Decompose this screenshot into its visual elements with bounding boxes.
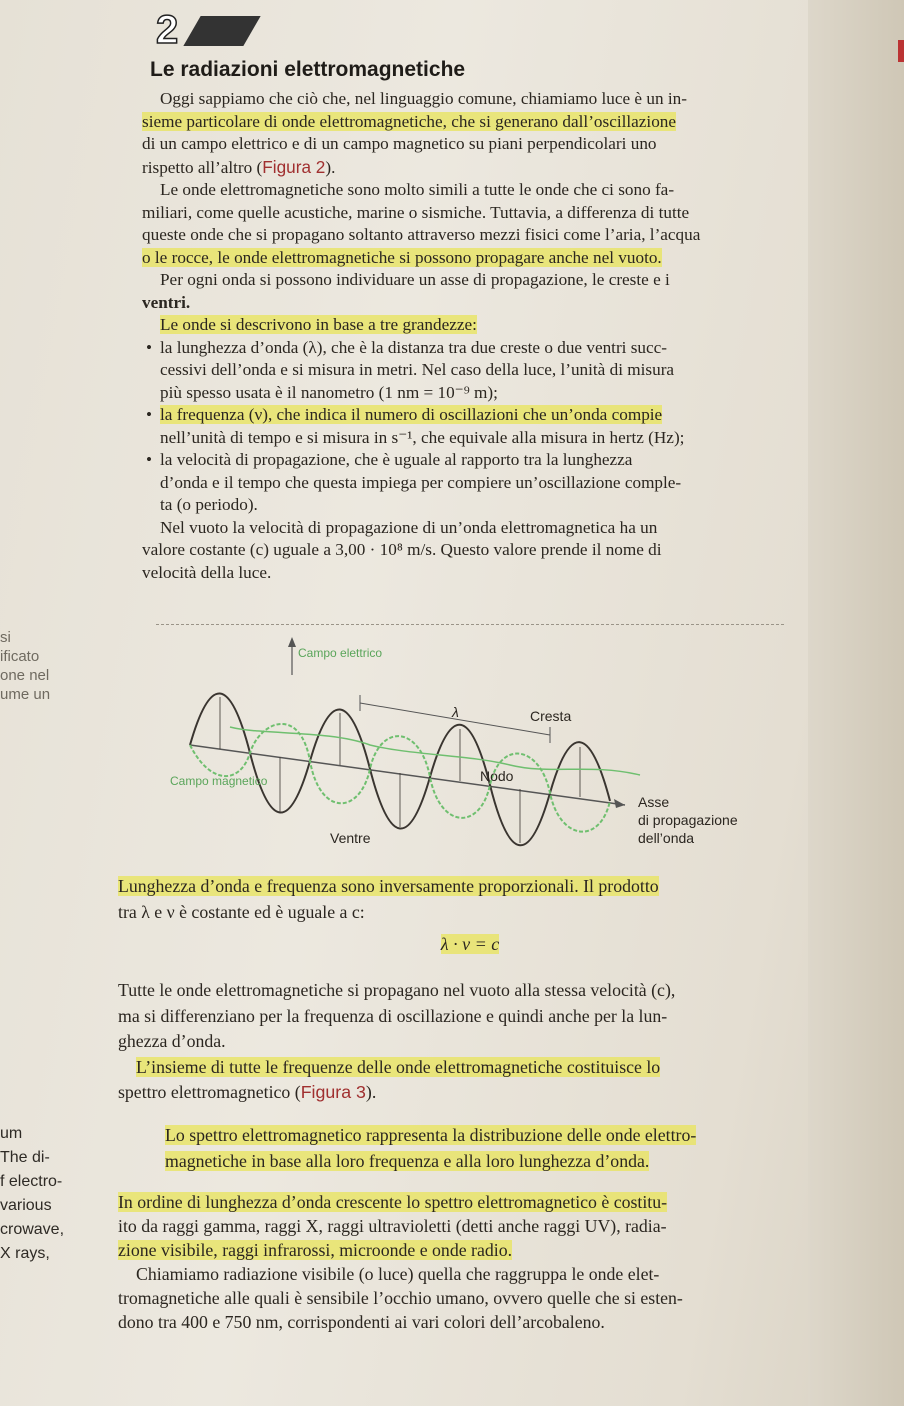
text-line: d’onda e il tempo che questa impiega per compiere un’oscillazione comple- bbox=[160, 472, 682, 492]
text-line: magnetiche in base alla loro frequenza e alla loro lunghezza d’onda. bbox=[165, 1151, 650, 1171]
label-electric-field: Campo elettrico bbox=[298, 646, 383, 660]
chapter-number: 2 bbox=[156, 8, 179, 52]
relation-text bbox=[118, 874, 788, 925]
paragraph-7 bbox=[118, 978, 788, 1055]
text-line: valore costante (c) uguale a 3,00 · 10⁸ m/s. Questo valore prende il nome di bbox=[142, 540, 662, 559]
figure-2-ref[interactable]: Figura 2 bbox=[262, 156, 326, 177]
margin-line: ificato bbox=[0, 648, 40, 665]
text-line: Nel vuoto la velocità di propagazione di un’onda elettromagnetica ha un bbox=[160, 517, 658, 537]
text-line: miliari, come quelle acustiche, marine o sismiche. Tuttavia, a differenza di tutte bbox=[142, 202, 690, 222]
text-line: ma si differenziano per la frequenza di oscillazione e quindi anche per la lun- bbox=[118, 1005, 668, 1026]
paragraph-10 bbox=[118, 1262, 788, 1334]
text-line: Per ogni onda si possono individuare un asse di propagazione, le creste e i bbox=[160, 270, 670, 289]
text-line: zione visibile, raggi infrarossi, microonde e onde radio. bbox=[118, 1240, 513, 1260]
definition-spectrum bbox=[165, 1122, 815, 1174]
margin-line: ume un bbox=[0, 686, 51, 703]
text-line: dono tra 400 e 750 nm, corrispondenti ai vari colori dell’arcobaleno. bbox=[118, 1312, 605, 1332]
spectrum-order-text bbox=[118, 1190, 788, 1334]
text-line: Tutte le onde elettromagnetiche si propagano nel vuoto alla stessa velocità (c), bbox=[118, 980, 676, 1000]
text-line: Le onde si descrivono in base a tre grandezze: bbox=[160, 315, 477, 334]
label-lambda: λ bbox=[452, 704, 459, 720]
text-line: Lunghezza d’onda e frequenza sono inversamente proporzionali. Il prodotto bbox=[118, 876, 659, 896]
magnetic-wave-envelope bbox=[230, 727, 640, 775]
text-line: la frequenza (ν), che indica il numero di oscillazioni che un’onda compie bbox=[160, 405, 663, 424]
text-line: o le rocce, le onde elettromagnetiche si possono propagare anche nel vuoto. bbox=[142, 247, 662, 267]
text-line: ventri. bbox=[142, 292, 191, 312]
formula bbox=[400, 934, 540, 955]
paragraph-9 bbox=[118, 1190, 788, 1262]
text-line: la velocità di propagazione, che è uguale al rapporto tra la lunghezza bbox=[160, 450, 633, 469]
text-line: sieme particolare di onde elettromagnetiche, che si generano dall’oscillazione bbox=[142, 111, 677, 131]
spectrum-text bbox=[118, 978, 788, 1106]
em-wave-figure bbox=[170, 635, 790, 850]
paragraph-4 bbox=[142, 314, 782, 337]
page-tab-marker bbox=[898, 40, 904, 62]
paragraph-1 bbox=[142, 88, 782, 179]
text-line: ghezza d’onda. bbox=[118, 1031, 226, 1051]
label-crest: Cresta bbox=[530, 708, 572, 724]
margin-line: one nel bbox=[0, 667, 50, 684]
text-line: tra λ e ν è costante ed è uguale a c: bbox=[118, 901, 365, 922]
label-axis-3: dell’onda bbox=[638, 830, 695, 846]
label-axis-1: Asse bbox=[638, 794, 670, 810]
text-line: L’insieme di tutte le frequenze delle onde elettromagnetiche costituisce lo bbox=[136, 1056, 661, 1077]
arrowhead bbox=[288, 637, 296, 647]
list-item bbox=[160, 404, 782, 449]
margin-line: um bbox=[0, 1125, 23, 1142]
section-divider bbox=[156, 624, 784, 625]
list-item bbox=[160, 449, 782, 517]
text-line: queste onde che si propagano soltanto attraverso mezzi fisici come l’aria, l’acqua bbox=[142, 225, 701, 244]
margin-line: f electro- bbox=[0, 1173, 63, 1190]
text-line: velocità della luce. bbox=[142, 562, 272, 582]
text-line: spettro elettromagnetico ( bbox=[118, 1082, 301, 1102]
label-magnetic-field: Campo magnetico bbox=[170, 774, 268, 788]
page-edge bbox=[808, 0, 904, 1406]
margin-line: The di- bbox=[0, 1149, 50, 1166]
electric-wave-hatch bbox=[220, 697, 580, 843]
quantities-list bbox=[142, 337, 782, 517]
intro-text bbox=[142, 88, 782, 584]
margin-line: X rays, bbox=[0, 1245, 50, 1262]
label-node: Nodo bbox=[480, 768, 514, 784]
definition-text bbox=[165, 1122, 815, 1174]
axis-arrowhead bbox=[614, 799, 625, 808]
text-line: rispetto all’altro ( bbox=[142, 157, 263, 177]
text-line: ). bbox=[365, 1082, 377, 1102]
list-item bbox=[160, 337, 782, 405]
text-line: più spesso usata è il nanometro (1 nm = 10⁻⁹ m); bbox=[160, 382, 498, 402]
text-line: Oggi sappiamo che ciò che, nel linguaggio comune, chiamiamo luce è un in- bbox=[160, 89, 687, 108]
text-line: cessivi dell’onda e si misura in metri. Nel caso della luce, l’unità di misura bbox=[160, 360, 675, 379]
text-line: ta (o periodo). bbox=[160, 495, 258, 514]
text-line: di un campo elettrico e di un campo magnetico su piani perpendicolari uno bbox=[142, 134, 657, 153]
text-line: Chiamiamo radiazione visibile (o luce) quella che raggruppa le onde elet- bbox=[136, 1264, 660, 1284]
text-line: la lunghezza d’onda (λ), che è la distanza tra due creste o due ventri succ- bbox=[160, 337, 668, 357]
label-axis-2: di propagazione bbox=[638, 812, 738, 828]
margin-notes-bottom bbox=[0, 1124, 64, 1263]
paragraph-3 bbox=[142, 269, 782, 314]
text-line: In ordine di lunghezza d’onda crescente lo spettro elettromagnetico è costitu- bbox=[118, 1192, 668, 1212]
section-title: Le radiazioni elettromagnetiche bbox=[150, 58, 466, 81]
label-trough: Ventre bbox=[330, 830, 371, 846]
text-line: tromagnetiche alle quali è sensibile l’occhio umano, ovvero quelle che si esten- bbox=[118, 1288, 683, 1308]
text-line: ito da raggi gamma, raggi X, raggi ultravioletti (detti anche raggi UV), radia- bbox=[118, 1216, 667, 1236]
figure-3-ref[interactable]: Figura 3 bbox=[300, 1082, 366, 1102]
paragraph-2 bbox=[142, 179, 782, 269]
margin-line: si bbox=[0, 629, 11, 646]
margin-line: crowave, bbox=[0, 1221, 65, 1238]
margin-line: various bbox=[0, 1197, 52, 1214]
text-line: Lo spettro elettromagnetico rappresenta la distribuzione delle onde elettro- bbox=[165, 1125, 697, 1145]
paragraph-5 bbox=[142, 517, 782, 585]
margin-notes-top bbox=[0, 628, 50, 704]
formula-text: λ · ν = c bbox=[440, 934, 500, 954]
text-line: ). bbox=[325, 157, 336, 177]
paragraph-8 bbox=[118, 1055, 788, 1106]
text-line: Le onde elettromagnetiche sono molto simili a tutte le onde che ci sono fa- bbox=[160, 180, 675, 199]
text-line: nell’unità di tempo e si misura in s⁻¹, che equivale alla misura in hertz (Hz); bbox=[160, 427, 685, 447]
paragraph-6 bbox=[118, 874, 788, 925]
